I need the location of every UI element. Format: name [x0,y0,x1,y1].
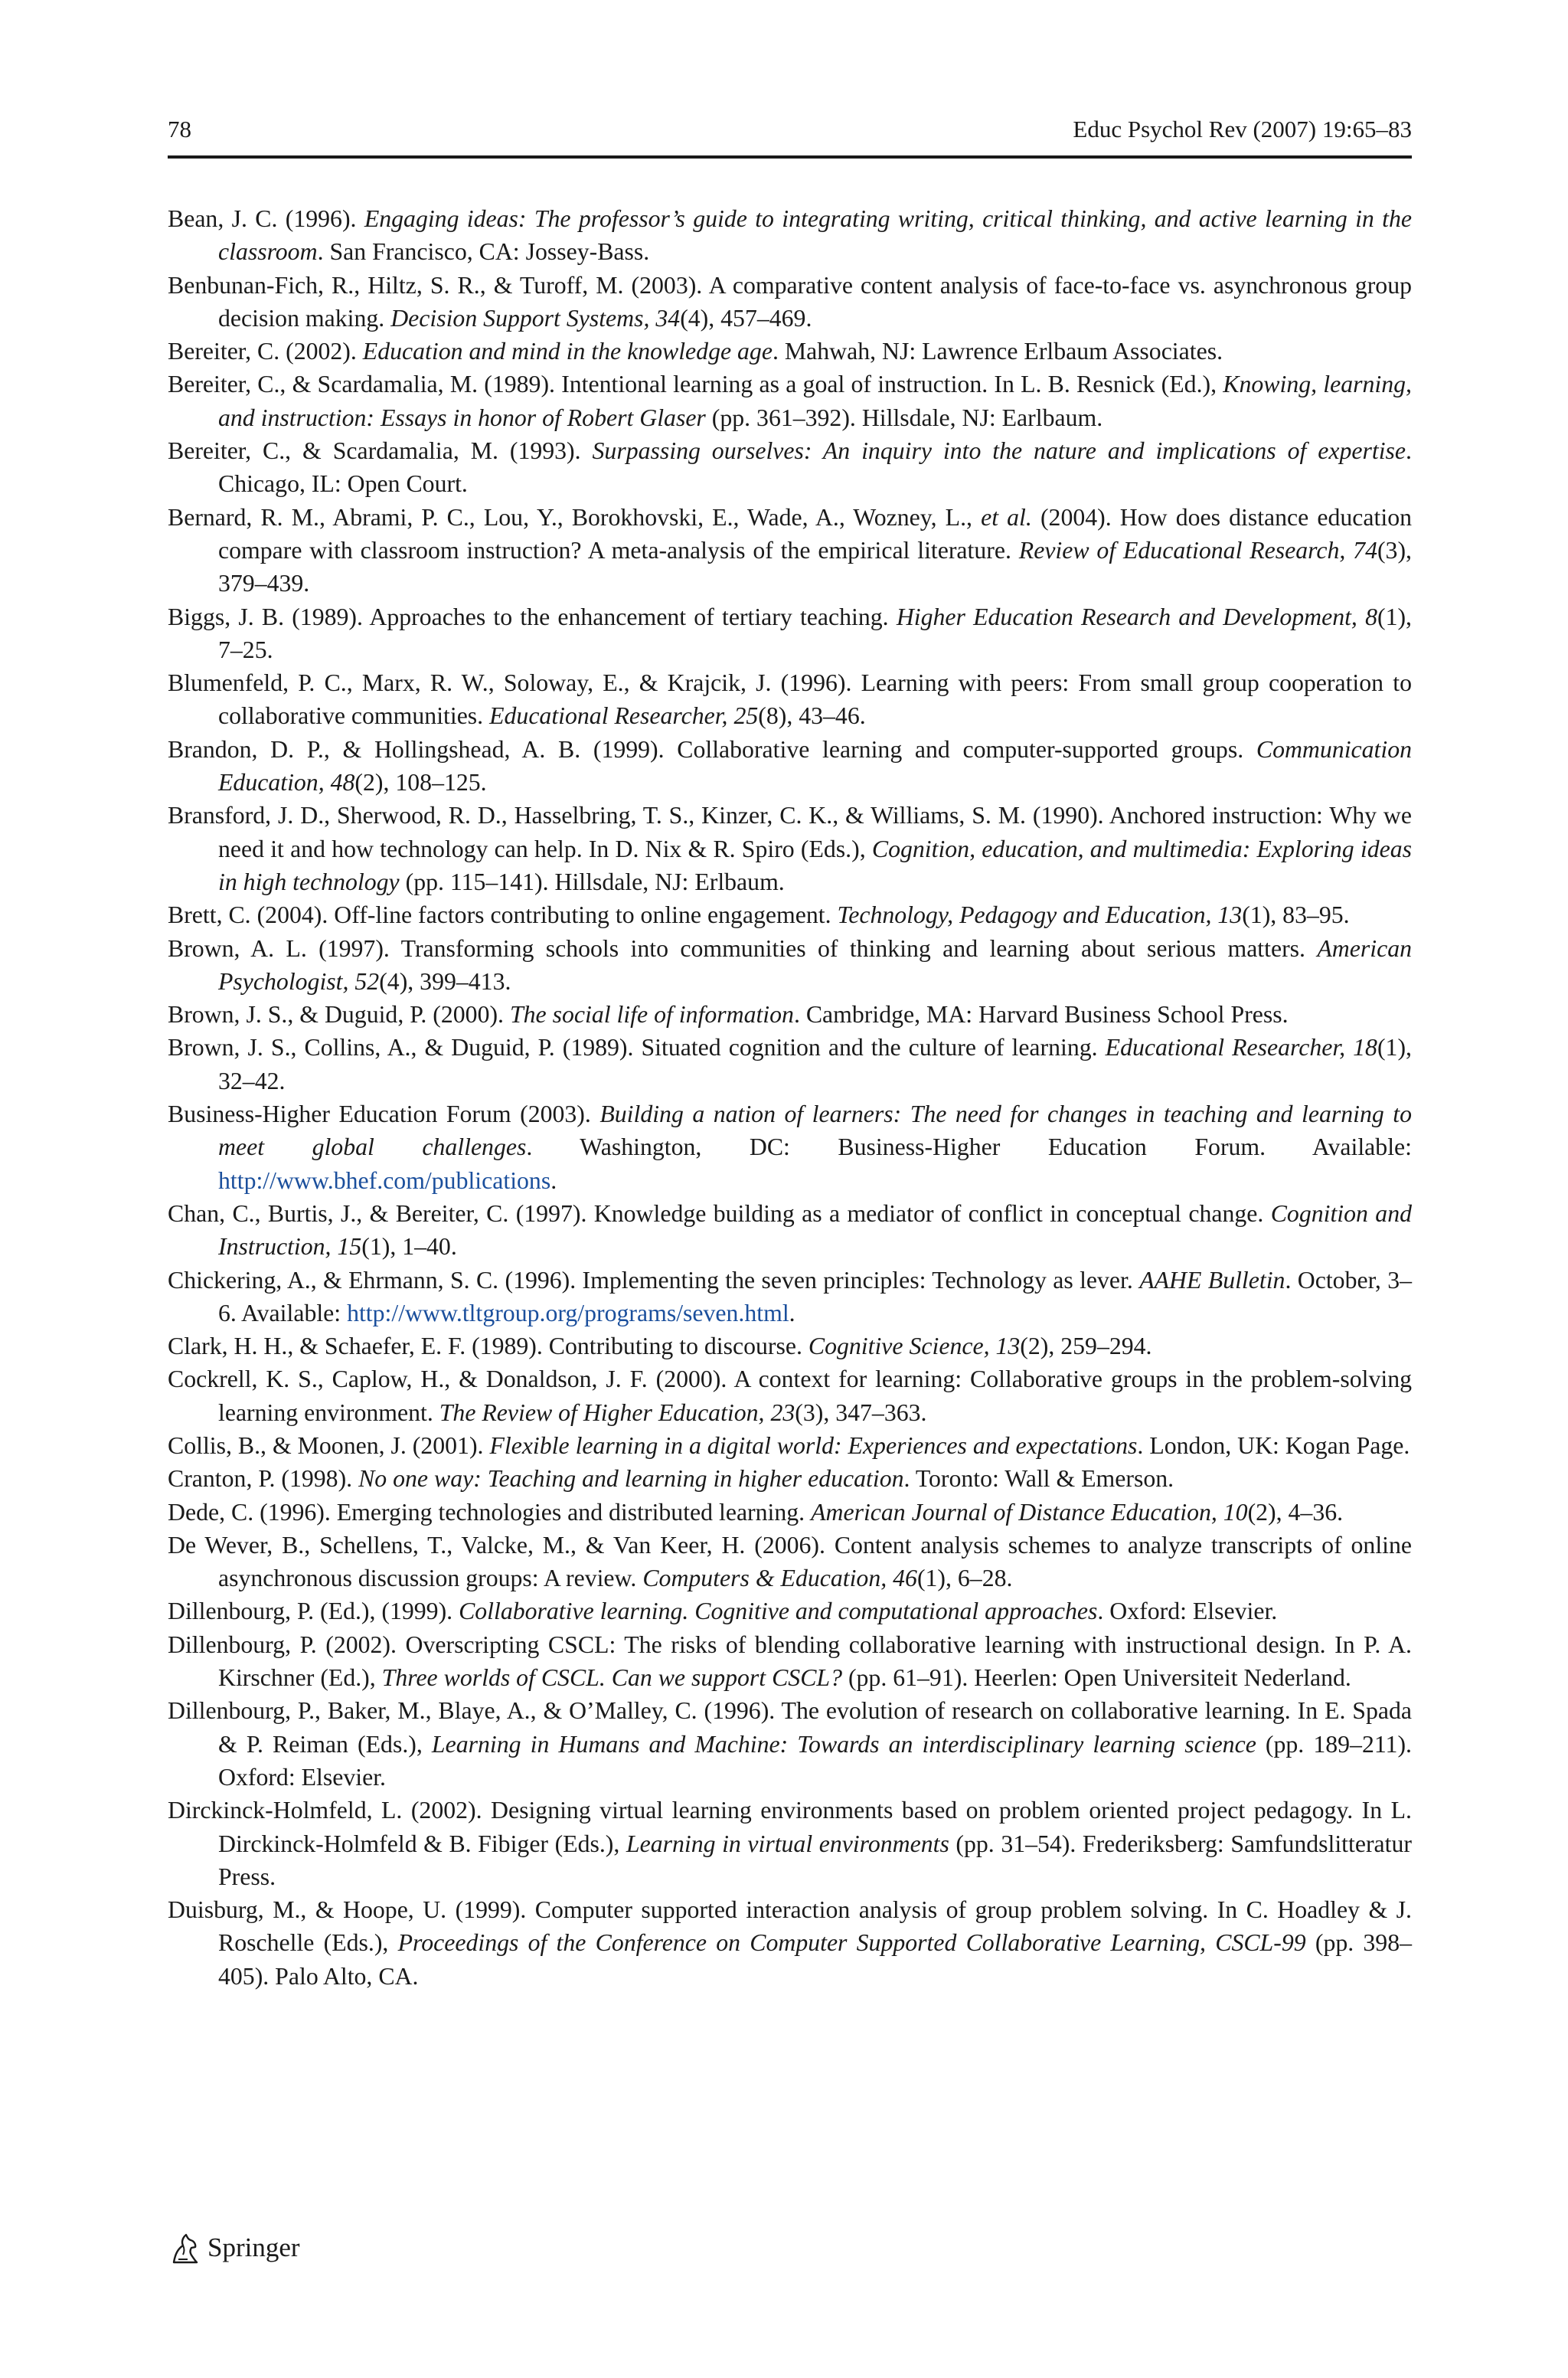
reference-entry [168,1529,1412,1595]
reference-italic-segment: No one way: Teaching and learning in higher education [358,1465,904,1493]
reference-text-segment: Dillenbourg, P. (2002). Overscripting CSCL: The risks of blending collaborative learning with instructional design. In P. A. Kirschner (Ed.), [168,1631,1412,1692]
reference-text-segment: Chickering, A., & Ehrmann, S. C. (1996). Implementing the seven principles: Technology as lever. [168,1266,1140,1294]
reference-italic-segment: Communication Education, 48 [218,735,1412,796]
reference-url-link[interactable]: http://www.tltgroup.org/programs/seven.html [347,1299,789,1326]
reference-italic-segment: Learning in Humans and Machine: Towards an interdisciplinary learning science [431,1730,1256,1758]
reference-text-segment: . Chicago, IL: Open Court. [218,437,1412,498]
reference-italic-segment: Flexible learning in a digital world: Experiences and expectations [489,1431,1138,1459]
reference-text-segment: Collis, B., & Moonen, J. (2001). [168,1431,490,1459]
springer-horse-icon [168,2230,201,2265]
reference-entry [168,1496,1412,1529]
reference-text-segment: (1), 6–28. [916,1565,1013,1592]
reference-text-segment: Brandon, D. P., & Hollingshead, A. B. (1999). Collaborative learning and computer-supported groups. [168,735,1256,763]
reference-italic-segment: Review of Educational Research, 74 [1018,536,1377,564]
running-header [168,115,1412,144]
reference-text-segment: (3), 379–439. [218,536,1412,597]
reference-text-segment: . [550,1166,557,1194]
reference-italic-segment: American Psychologist, 52 [218,934,1412,995]
reference-text-segment: (2), 108–125. [354,769,487,796]
reference-italic-segment: Higher Education Research and Development, 8 [896,603,1377,630]
reference-entry [168,1595,1412,1627]
reference-text-segment: . [789,1299,795,1326]
reference-text-segment: Biggs, J. B. (1989). Approaches to the enhancement of tertiary teaching. [168,603,897,630]
journal-citation: Educ Psychol Rev (2007) 19:65–83 [1073,116,1412,142]
reference-entry [168,1694,1412,1794]
reference-text-segment: (pp. 398–405). Palo Alto, CA. [218,1929,1413,1990]
reference-text-segment: Dirckinck-Holmfeld, L. (2002). Designing virtual learning environments based on problem oriented project pedagogy. In L. Dirckinck-Holmfeld & B. Fibiger (Eds.), [168,1797,1412,1857]
reference-text-segment: (8), 43–46. [758,702,866,730]
header-rule [168,155,1412,159]
reference-entry [168,1429,1412,1462]
reference-list [168,202,1412,1993]
reference-italic-segment: Knowing, learning, and instruction: Essays in honor of Robert Glaser [218,371,1412,431]
reference-text-segment: (2), 259–294. [1020,1333,1152,1360]
reference-italic-segment: Decision Support Systems, 34 [390,304,681,332]
reference-entry [168,998,1412,1031]
reference-text-segment: (1), 83–95. [1242,901,1350,929]
reference-entry [168,932,1412,999]
reference-italic-segment: Educational Researcher, 18 [1105,1034,1377,1061]
reference-entry [168,1462,1412,1495]
reference-entry [168,202,1412,269]
reference-text-segment: Clark, H. H., & Schaefer, E. F. (1989). Contributing to discourse. [168,1333,808,1360]
reference-text-segment: Dede, C. (1996). Emerging technologies and distributed learning. [168,1498,812,1526]
reference-text-segment: Chan, C., Burtis, J., & Bereiter, C. (1997). Knowledge building as a mediator of conflict in conceptual change. [168,1199,1271,1227]
reference-italic-segment: Educational Researcher, 25 [489,702,759,730]
reference-entry [168,501,1412,600]
reference-entry [168,898,1412,931]
reference-entry [168,269,1412,335]
reference-text-segment: Benbunan-Fich, R., Hiltz, S. R., & Turoff, M. (2003). A comparative content analysis of face-to-face vs. asynchronous group decision making. [168,271,1412,332]
reference-text-segment: (4), 399–413. [379,967,511,995]
reference-entry [168,434,1412,501]
reference-entry [168,1197,1412,1264]
reference-text-segment: Duisburg, M., & Hoope, U. (1999). Computer supported interaction analysis of group problem solving. In C. Hoadley & J. Roschelle (Eds.), [168,1896,1412,1957]
reference-entry [168,1893,1412,1993]
reference-italic-segment: The Review of Higher Education, 23 [439,1398,795,1426]
reference-entry [168,1794,1412,1893]
reference-entry [168,666,1412,733]
reference-text-segment: Business-Higher Education Forum (2003). [168,1101,600,1128]
reference-italic-segment: AAHE Bulletin [1139,1266,1285,1294]
reference-text-segment: (pp. 61–91). Heerlen: Open Universiteit Nederland. [842,1664,1351,1692]
reference-entry [168,799,1412,898]
reference-text-segment: (4), 457–469. [680,304,812,332]
reference-entry [168,1097,1412,1197]
reference-italic-segment: The social life of information [509,1001,794,1029]
page-number: 78 [168,116,191,142]
reference-text-segment: . London, UK: Kogan Page. [1137,1431,1410,1459]
reference-text-segment: Brett, C. (2004). Off-line factors contributing to online engagement. [168,901,838,929]
reference-text-segment: (3), 347–363. [795,1398,927,1426]
reference-italic-segment: Proceedings of the Conference on Computer Supported Collaborative Learning, CSCL-99 [397,1929,1306,1957]
reference-text-segment: . October, 3–6. Available: [218,1266,1412,1326]
reference-text-segment: (pp. 31–54). Frederiksberg: Samfundslitteratur Press. [218,1830,1412,1890]
reference-italic-segment: Surpassing ourselves: An inquiry into the nature and implications of expertise [592,437,1406,465]
reference-text-segment: Brown, J. S., Collins, A., & Duguid, P. (1989). Situated cognition and the culture of learning. [168,1034,1106,1061]
reference-text-segment: Bereiter, C., & Scardamalia, M. (1993). [168,437,593,465]
reference-text-segment: Bereiter, C. (2002). [168,338,363,365]
reference-text-segment: . Toronto: Wall & Emerson. [903,1465,1174,1493]
reference-entry [168,368,1412,434]
reference-text-segment: Cranton, P. (1998). [168,1465,359,1493]
reference-text-segment: De Wever, B., Schellens, T., Valcke, M., & Van Keer, H. (2006). Content analysis schemes to analyze transcripts of online asynchronous discussion groups: A review. [168,1531,1412,1592]
reference-italic-segment: et al. [981,503,1032,531]
reference-text-segment: Cockrell, K. S., Caplow, H., & Donaldson, J. F. (2000). A context for learning: Collaborative groups in the problem-solving learning environment. [168,1366,1412,1426]
reference-text-segment: (2004). How does distance education compare with classroom instruction? A meta-analysis of the empirical literature. [218,503,1412,564]
publisher-footer [168,2230,300,2265]
reference-entry [168,335,1412,368]
reference-italic-segment: Cognitive Science, 13 [808,1333,1021,1360]
reference-entry [168,600,1412,667]
reference-text-segment: (pp. 361–392). Hillsdale, NJ: Earlbaum. [705,404,1103,431]
reference-text-segment: Dillenbourg, P., Baker, M., Blaye, A., & O’Malley, C. (1996). The evolution of research on collaborative learning. In E. Spada & P. Reiman (Eds.), [168,1697,1412,1758]
publisher-name: Springer [207,2232,300,2262]
reference-url-link[interactable]: http://www.bhef.com/publications [218,1166,551,1194]
reference-text-segment: Brown, J. S., & Duguid, P. (2000). [168,1001,510,1029]
reference-text-segment: . Washington, DC: Business-Higher Education Forum. Available: [526,1133,1412,1161]
reference-entry [168,1362,1412,1429]
reference-text-segment: Dillenbourg, P. (Ed.), (1999). [168,1598,459,1625]
reference-text-segment: (1), 1–40. [361,1233,457,1261]
reference-text-segment: (pp. 115–141). Hillsdale, NJ: Erlbaum. [399,868,785,895]
reference-text-segment: Bean, J. C. (1996). [168,205,364,232]
reference-entry [168,1031,1412,1097]
reference-text-segment: (2), 4–36. [1247,1498,1344,1526]
reference-italic-segment: American Journal of Distance Education, 10 [811,1498,1248,1526]
reference-text-segment: (1), 7–25. [218,603,1413,663]
reference-text-segment: Bransford, J. D., Sherwood, R. D., Hasselbring, T. S., Kinzer, C. K., & Williams, S. M. (1990). Anchored instruction: Why we need it and how technology can help. In D. Nix & R. Spiro (Eds.), [168,802,1412,862]
reference-text-segment: . Cambridge, MA: Harvard Business School Press. [793,1001,1289,1029]
reference-entry [168,1628,1412,1695]
reference-italic-segment: Technology, Pedagogy and Education, 13 [837,901,1243,929]
reference-text-segment: . San Francisco, CA: Jossey-Bass. [317,238,650,266]
reference-entry [168,1264,1412,1330]
reference-italic-segment: Computers & Education, 46 [642,1565,917,1592]
reference-text-segment: Bernard, R. M., Abrami, P. C., Lou, Y., Borokhovski, E., Wade, A., Wozney, L., [168,503,982,531]
reference-text-segment: . Mahwah, NJ: Lawrence Erlbaum Associates. [772,338,1223,365]
reference-entry [168,733,1412,800]
reference-italic-segment: Cognition, education, and multimedia: Exploring ideas in high technology [218,835,1412,895]
reference-text-segment: Bereiter, C., & Scardamalia, M. (1989). Intentional learning as a goal of instruction. In L. B. Resnick (Ed.), [168,371,1223,398]
reference-text-segment: Brown, A. L. (1997). Transforming schools into communities of thinking and learning about serious matters. [168,934,1318,962]
reference-italic-segment: Building a nation of learners: The need for changes in teaching and learning to meet global challenges [218,1101,1412,1161]
reference-text-segment: Blumenfeld, P. C., Marx, R. W., Soloway, E., & Krajcik, J. (1996). Learning with peers: From small group cooperation to collaborative communities. [168,669,1412,730]
reference-text-segment: (1), 32–42. [218,1034,1412,1094]
reference-italic-segment: Collaborative learning. Cognitive and computational approaches [459,1598,1098,1625]
reference-entry [168,1330,1412,1362]
reference-italic-segment: Three worlds of CSCL. Can we support CSCL? [381,1664,842,1692]
reference-italic-segment: Engaging ideas: The professor’s guide to integrating writing, critical thinking, and active learning in the classroom [218,205,1412,266]
reference-italic-segment: Education and mind in the knowledge age [362,338,773,365]
reference-italic-segment: Learning in virtual environments [626,1830,949,1857]
reference-italic-segment: Cognition and Instruction, 15 [218,1199,1412,1261]
reference-text-segment: (pp. 189–211). Oxford: Elsevier. [218,1730,1412,1791]
reference-text-segment: . Oxford: Elsevier. [1097,1598,1278,1625]
